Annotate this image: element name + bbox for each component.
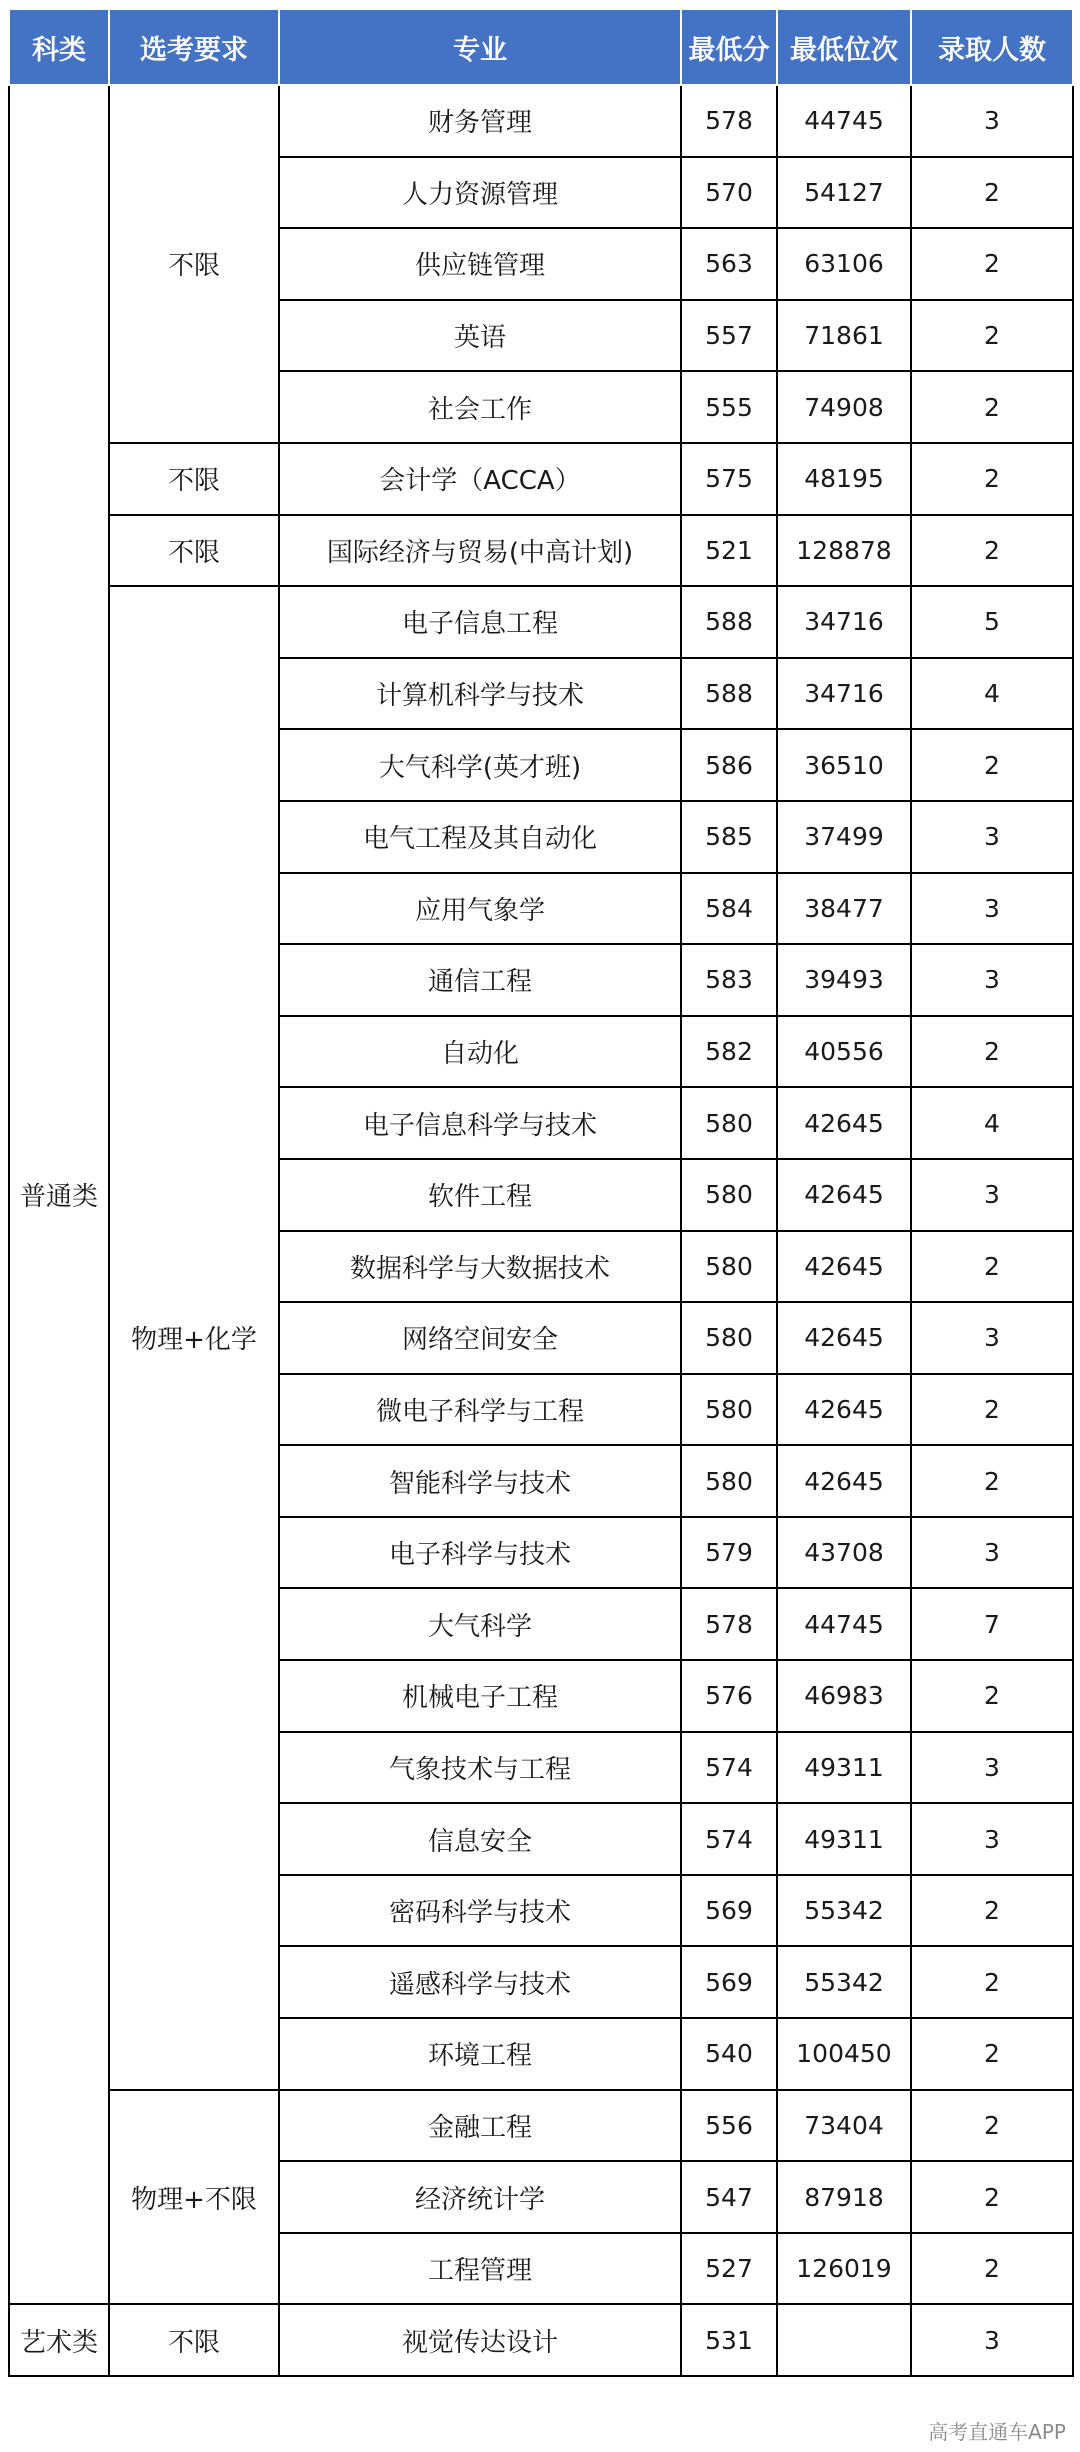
admitted-count-cell: 2	[911, 2161, 1073, 2233]
min-rank-cell: 44745	[777, 1588, 911, 1660]
requirement-cell: 不限	[109, 443, 279, 515]
min-score-cell: 583	[681, 944, 777, 1016]
admitted-count-cell: 2	[911, 2233, 1073, 2305]
admitted-count-cell: 3	[911, 1803, 1073, 1875]
min-rank-cell: 37499	[777, 801, 911, 873]
min-rank-cell: 48195	[777, 443, 911, 515]
category-cell: 艺术类	[9, 2304, 109, 2376]
min-score-cell: 585	[681, 801, 777, 873]
min-rank-cell: 55342	[777, 1875, 911, 1947]
table-body	[9, 85, 1073, 2376]
min-rank-cell: 40556	[777, 1016, 911, 1088]
requirement-cell: 不限	[109, 2304, 279, 2376]
min-score-cell: 569	[681, 1875, 777, 1947]
min-rank-cell: 42645	[777, 1445, 911, 1517]
table-row	[9, 85, 1073, 157]
min-score-cell: 547	[681, 2161, 777, 2233]
admitted-count-cell: 3	[911, 873, 1073, 945]
table-row	[9, 515, 1073, 587]
min-score-cell: 576	[681, 1660, 777, 1732]
header-admitted-count: 录取人数	[911, 9, 1073, 85]
min-score-cell: 588	[681, 658, 777, 730]
admitted-count-cell: 2	[911, 1445, 1073, 1517]
major-cell: 视觉传达设计	[279, 2304, 681, 2376]
admitted-count-cell: 2	[911, 443, 1073, 515]
admitted-count-cell: 3	[911, 2304, 1073, 2376]
admitted-count-cell: 4	[911, 658, 1073, 730]
requirement-cell: 物理+化学	[109, 586, 279, 2089]
admitted-count-cell: 2	[911, 1660, 1073, 1732]
min-score-cell: 582	[681, 1016, 777, 1088]
admission-table-container	[8, 8, 1072, 2377]
admitted-count-cell: 3	[911, 944, 1073, 1016]
min-rank-cell: 42645	[777, 1087, 911, 1159]
min-rank-cell: 43708	[777, 1517, 911, 1589]
min-score-cell: 580	[681, 1374, 777, 1446]
major-cell: 会计学（ACCA）	[279, 443, 681, 515]
min-score-cell: 580	[681, 1302, 777, 1374]
major-cell: 电子科学与技术	[279, 1517, 681, 1589]
min-score-cell: 574	[681, 1732, 777, 1804]
admission-score-table	[8, 8, 1074, 2377]
min-score-cell: 574	[681, 1803, 777, 1875]
major-cell: 计算机科学与技术	[279, 658, 681, 730]
admitted-count-cell: 3	[911, 1517, 1073, 1589]
table-row	[9, 586, 1073, 658]
major-cell: 工程管理	[279, 2233, 681, 2305]
admitted-count-cell: 2	[911, 371, 1073, 443]
min-score-cell: 527	[681, 2233, 777, 2305]
min-score-cell: 540	[681, 2018, 777, 2090]
min-rank-cell: 74908	[777, 371, 911, 443]
major-cell: 信息安全	[279, 1803, 681, 1875]
min-rank-cell: 42645	[777, 1374, 911, 1446]
header-min-score: 最低分	[681, 9, 777, 85]
major-cell: 数据科学与大数据技术	[279, 1231, 681, 1303]
major-cell: 网络空间安全	[279, 1302, 681, 1374]
admitted-count-cell: 2	[911, 1946, 1073, 2018]
admitted-count-cell: 2	[911, 2018, 1073, 2090]
min-rank-cell: 128878	[777, 515, 911, 587]
min-rank-cell: 55342	[777, 1946, 911, 2018]
major-cell: 电子信息科学与技术	[279, 1087, 681, 1159]
header-category: 科类	[9, 9, 109, 85]
min-score-cell: 578	[681, 85, 777, 157]
min-score-cell: 584	[681, 873, 777, 945]
admitted-count-cell: 2	[911, 2090, 1073, 2162]
major-cell: 气象技术与工程	[279, 1732, 681, 1804]
major-cell: 金融工程	[279, 2090, 681, 2162]
min-score-cell: 588	[681, 586, 777, 658]
watermark-text: 高考直通车APP	[928, 2420, 1066, 2444]
min-score-cell: 531	[681, 2304, 777, 2376]
admitted-count-cell: 3	[911, 85, 1073, 157]
table-row	[9, 2090, 1073, 2162]
min-score-cell: 580	[681, 1445, 777, 1517]
min-rank-cell: 49311	[777, 1732, 911, 1804]
min-rank-cell: 71861	[777, 300, 911, 372]
admitted-count-cell: 3	[911, 1159, 1073, 1231]
admitted-count-cell: 2	[911, 1374, 1073, 1446]
category-cell: 普通类	[9, 85, 109, 2304]
min-score-cell: 521	[681, 515, 777, 587]
min-rank-cell: 36510	[777, 729, 911, 801]
min-score-cell: 580	[681, 1231, 777, 1303]
admitted-count-cell: 5	[911, 586, 1073, 658]
admitted-count-cell: 7	[911, 1588, 1073, 1660]
min-score-cell: 556	[681, 2090, 777, 2162]
major-cell: 人力资源管理	[279, 157, 681, 229]
min-score-cell: 586	[681, 729, 777, 801]
requirement-cell: 不限	[109, 85, 279, 443]
header-row	[9, 9, 1073, 85]
admitted-count-cell: 3	[911, 1732, 1073, 1804]
min-score-cell: 578	[681, 1588, 777, 1660]
major-cell: 财务管理	[279, 85, 681, 157]
header-requirement: 选考要求	[109, 9, 279, 85]
major-cell: 电子信息工程	[279, 586, 681, 658]
major-cell: 经济统计学	[279, 2161, 681, 2233]
min-rank-cell: 46983	[777, 1660, 911, 1732]
requirement-cell: 物理+不限	[109, 2090, 279, 2305]
major-cell: 大气科学	[279, 1588, 681, 1660]
major-cell: 国际经济与贸易(中高计划)	[279, 515, 681, 587]
major-cell: 环境工程	[279, 2018, 681, 2090]
min-rank-cell: 100450	[777, 2018, 911, 2090]
table-row	[9, 443, 1073, 515]
min-score-cell: 557	[681, 300, 777, 372]
major-cell: 密码科学与技术	[279, 1875, 681, 1947]
min-rank-cell: 44745	[777, 85, 911, 157]
major-cell: 智能科学与技术	[279, 1445, 681, 1517]
admitted-count-cell: 3	[911, 801, 1073, 873]
admitted-count-cell: 2	[911, 228, 1073, 300]
min-rank-cell: 42645	[777, 1159, 911, 1231]
major-cell: 通信工程	[279, 944, 681, 1016]
admitted-count-cell: 4	[911, 1087, 1073, 1159]
min-score-cell: 570	[681, 157, 777, 229]
min-rank-cell: 34716	[777, 586, 911, 658]
major-cell: 应用气象学	[279, 873, 681, 945]
major-cell: 英语	[279, 300, 681, 372]
admitted-count-cell: 2	[911, 157, 1073, 229]
major-cell: 软件工程	[279, 1159, 681, 1231]
min-rank-cell: 42645	[777, 1231, 911, 1303]
min-rank-cell: 42645	[777, 1302, 911, 1374]
min-rank-cell: 49311	[777, 1803, 911, 1875]
min-score-cell: 575	[681, 443, 777, 515]
min-rank-cell: 54127	[777, 157, 911, 229]
min-rank-cell: 38477	[777, 873, 911, 945]
header-min-rank: 最低位次	[777, 9, 911, 85]
major-cell: 电气工程及其自动化	[279, 801, 681, 873]
major-cell: 微电子科学与工程	[279, 1374, 681, 1446]
min-rank-cell	[777, 2304, 911, 2376]
major-cell: 社会工作	[279, 371, 681, 443]
min-rank-cell: 87918	[777, 2161, 911, 2233]
min-score-cell: 580	[681, 1087, 777, 1159]
min-score-cell: 555	[681, 371, 777, 443]
admitted-count-cell: 2	[911, 1875, 1073, 1947]
admitted-count-cell: 2	[911, 300, 1073, 372]
min-rank-cell: 73404	[777, 2090, 911, 2162]
major-cell: 大气科学(英才班)	[279, 729, 681, 801]
admitted-count-cell: 2	[911, 1231, 1073, 1303]
min-rank-cell: 63106	[777, 228, 911, 300]
admitted-count-cell: 3	[911, 1302, 1073, 1374]
min-rank-cell: 34716	[777, 658, 911, 730]
admitted-count-cell: 2	[911, 515, 1073, 587]
major-cell: 自动化	[279, 1016, 681, 1088]
admitted-count-cell: 2	[911, 1016, 1073, 1088]
min-rank-cell: 39493	[777, 944, 911, 1016]
min-score-cell: 580	[681, 1159, 777, 1231]
min-score-cell: 579	[681, 1517, 777, 1589]
admitted-count-cell: 2	[911, 729, 1073, 801]
table-row	[9, 2304, 1073, 2376]
header-major: 专业	[279, 9, 681, 85]
min-score-cell: 563	[681, 228, 777, 300]
min-score-cell: 569	[681, 1946, 777, 2018]
major-cell: 遥感科学与技术	[279, 1946, 681, 2018]
min-rank-cell: 126019	[777, 2233, 911, 2305]
major-cell: 供应链管理	[279, 228, 681, 300]
major-cell: 机械电子工程	[279, 1660, 681, 1732]
requirement-cell: 不限	[109, 515, 279, 587]
